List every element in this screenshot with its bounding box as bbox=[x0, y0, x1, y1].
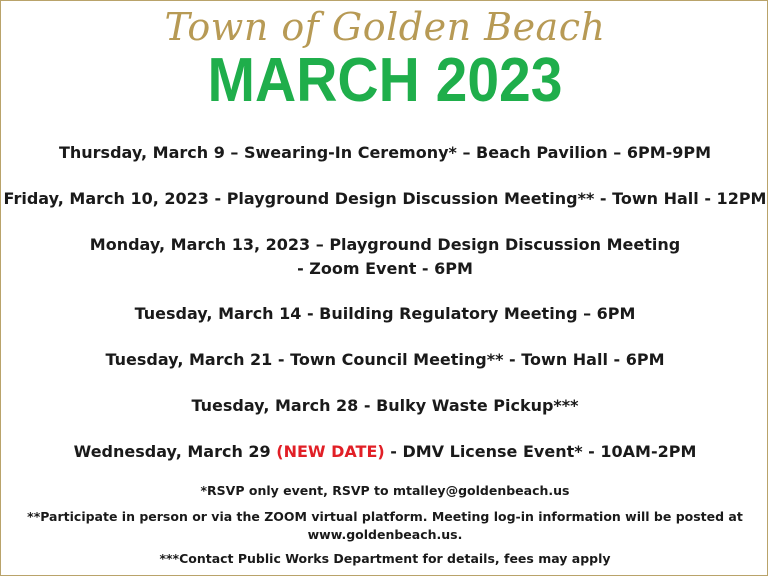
event-playground-meeting-zoom-line1: Monday, March 13, 2023 – Playground Design Discussion Meeting bbox=[89, 235, 681, 254]
event-dmv-details: - DMV License Event* - 10AM-2PM bbox=[384, 442, 697, 461]
new-date-badge: (NEW DATE) bbox=[276, 442, 385, 461]
note-rsvp: *RSVP only event, RSVP to mtalley@goldenbeach.us bbox=[200, 483, 570, 498]
event-playground-meeting-zoom-line2: - Zoom Event - 6PM bbox=[297, 259, 473, 278]
event-playground-meeting-town-hall: Friday, March 10, 2023 - Playground Design Discussion Meeting** - Town Hall - 12PM bbox=[3, 189, 767, 208]
event-dmv-date: Wednesday, March 29 bbox=[73, 442, 277, 461]
town-title: Town of Golden Beach bbox=[164, 5, 606, 49]
note-public-works: ***Contact Public Works Department for details, fees may apply bbox=[159, 551, 611, 566]
note-zoom-line2: www.goldenbeach.us. bbox=[307, 527, 463, 542]
note-zoom-line1: **Participate in person or via the ZOOM virtual platform. Meeting log-in information will be posted at bbox=[27, 509, 743, 524]
event-dmv-license bbox=[1, 441, 768, 463]
event-building-regulatory: Tuesday, March 14 - Building Regulatory Meeting – 6PM bbox=[134, 304, 636, 323]
event-bulky-waste: Tuesday, March 28 - Bulky Waste Pickup*** bbox=[191, 396, 579, 415]
event-town-council: Tuesday, March 21 - Town Council Meeting** - Town Hall - 6PM bbox=[105, 350, 665, 369]
event-swearing-in: Thursday, March 9 – Swearing-In Ceremony* – Beach Pavilion – 6PM-9PM bbox=[58, 143, 712, 162]
month-title: MARCH 2023 bbox=[207, 46, 563, 115]
